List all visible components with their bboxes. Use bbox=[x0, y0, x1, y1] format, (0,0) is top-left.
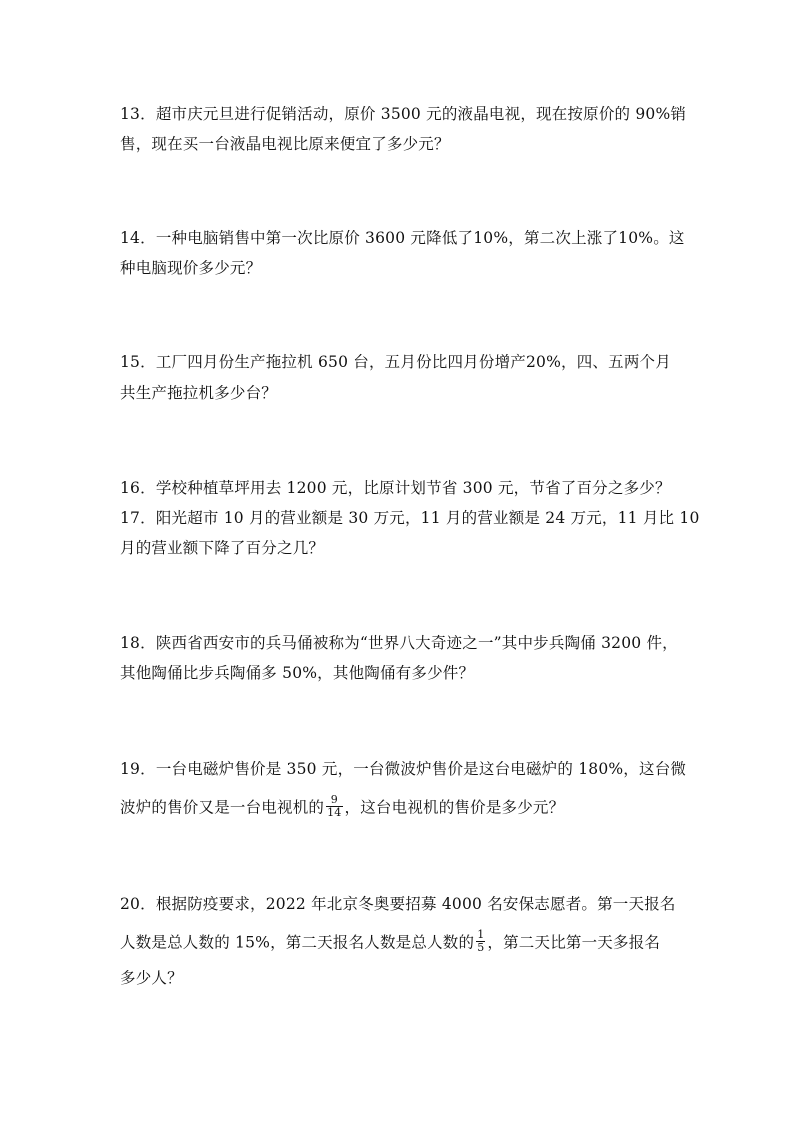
fraction-numerator: 1 bbox=[477, 928, 485, 941]
question-19-line-1: 19．一台电磁炉售价是 350 元，一台微波炉售价是这台电磁炉的 180%，这台微 bbox=[120, 760, 687, 778]
question-15-line-1: 15．工厂四月份生产拖拉机 650 台，五月份比四月份增产20%，四、五两个月 bbox=[120, 353, 671, 371]
question-20-line-2 bbox=[120, 928, 661, 956]
question-20-text-after-fraction: ，第二天比第一天多报名 bbox=[487, 933, 661, 952]
fraction-numerator: 9 bbox=[330, 793, 338, 806]
question-20-text-before-fraction: 人数是总人数的 15%，第二天报名人数是总人数的 bbox=[120, 933, 475, 952]
question-14-line-1: 14．一种电脑销售中第一次比原价 3600 元降低了10%，第二次上涨了10%。这 bbox=[120, 229, 685, 247]
question-19-text-before-fraction: 波炉的售价又是一台电视机的 bbox=[120, 798, 325, 817]
question-14-line-2: 种电脑现价多少元？ bbox=[120, 259, 262, 277]
question-15-line-2: 共生产拖拉机多少台？ bbox=[120, 384, 278, 402]
question-17-line-2: 月的营业额下降了百分之几？ bbox=[120, 539, 325, 557]
question-17-line-1: 17．阳光超市 10 月的营业额是 30 万元，11 月的营业额是 24 万元，11 月比 10 bbox=[120, 509, 700, 527]
question-20-line-1: 20．根据防疫要求，2022 年北京冬奥要招募 4000 名安保志愿者。第一天报名 bbox=[120, 895, 676, 913]
fraction-9-14 bbox=[326, 794, 342, 819]
question-18-line-2: 其他陶俑比步兵陶俑多 50%，其他陶俑有多少件？ bbox=[120, 664, 475, 682]
fraction-1-5 bbox=[476, 929, 485, 954]
question-13-line-2: 售，现在买一台液晶电视比原来便宜了多少元？ bbox=[120, 135, 450, 153]
question-13-line-1: 13．超市庆元旦进行促销活动，原价 3500 元的液晶电视，现在按原价的 90%销 bbox=[120, 105, 687, 123]
question-20-line-3: 多少人？ bbox=[120, 969, 183, 987]
fraction-denominator: 5 bbox=[477, 941, 485, 954]
question-19-text-after-fraction: ，这台电视机的售价是多少元？ bbox=[344, 798, 565, 817]
fraction-denominator: 14 bbox=[327, 806, 342, 819]
question-16-line-1: 16．学校种植草坪用去 1200 元，比原计划节省 300 元，节省了百分之多少？ bbox=[120, 479, 671, 497]
question-18-line-1: 18．陕西省西安市的兵马俑被称为“世界八大奇迹之一”其中步兵陶俑 3200 件， bbox=[120, 634, 678, 652]
question-19-line-2 bbox=[120, 793, 565, 821]
